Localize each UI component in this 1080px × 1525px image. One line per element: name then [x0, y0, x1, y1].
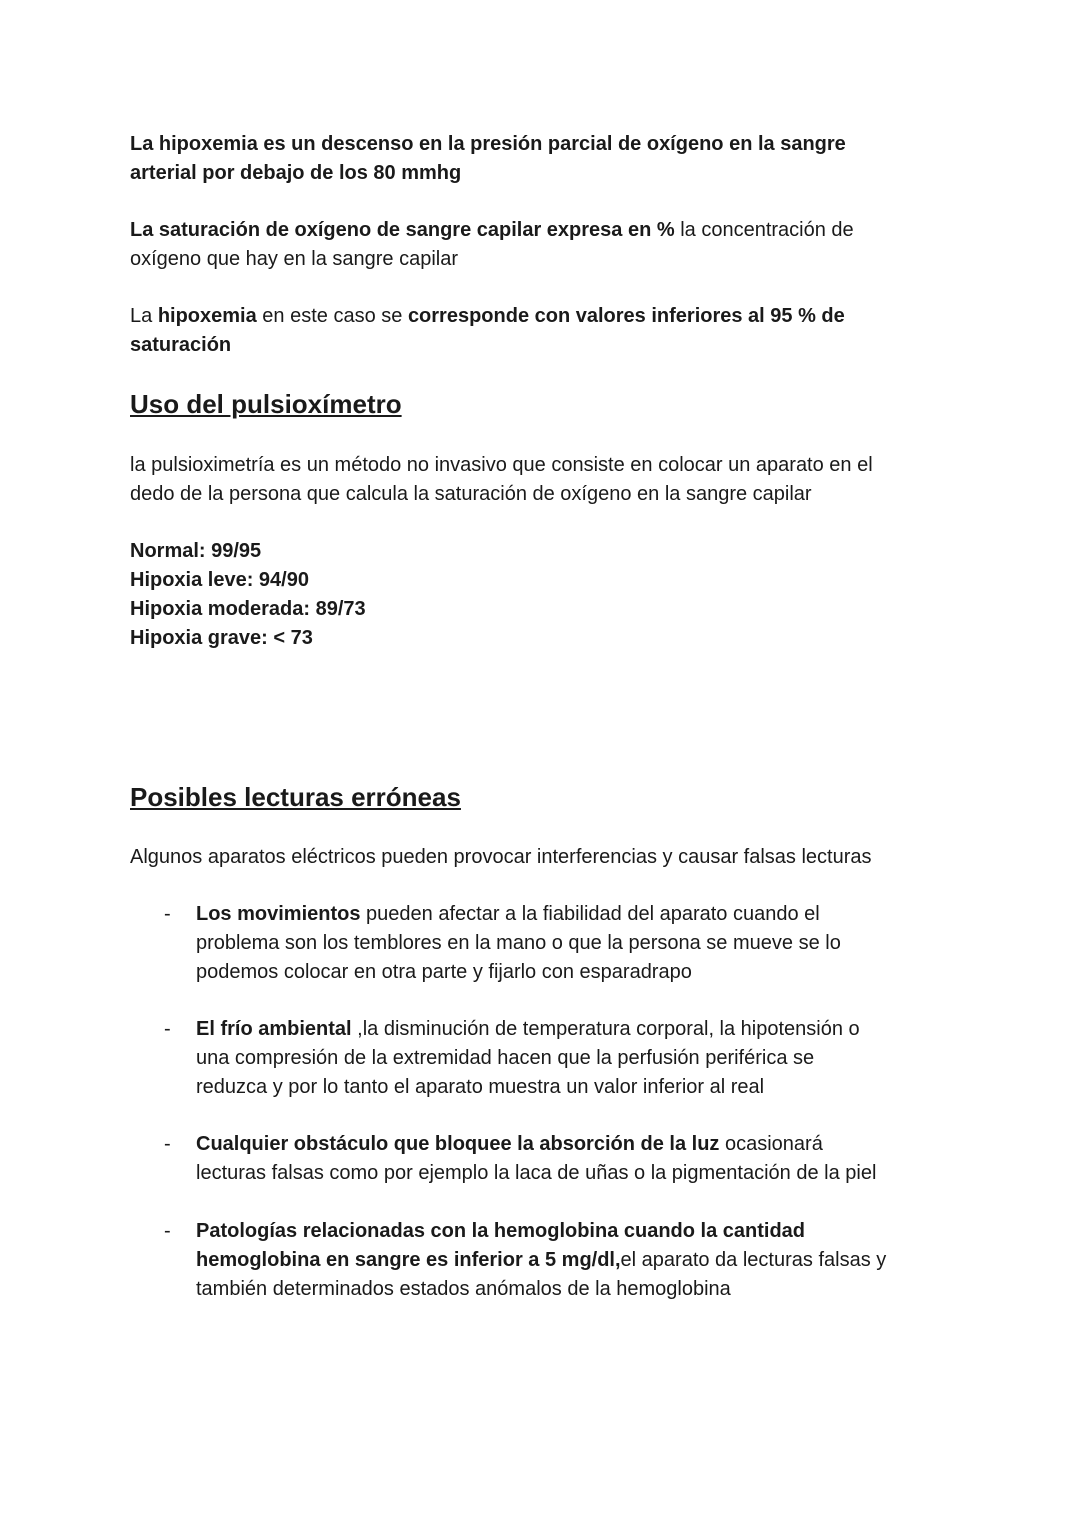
text: pueden afectar a la fiabilidad del aparato cuando el — [360, 903, 820, 925]
text: Los movimientos — [196, 903, 361, 925]
list-item — [164, 1130, 877, 1188]
text: ocasionará — [719, 1133, 823, 1155]
paragraph-hipoxemia-threshold — [130, 302, 845, 360]
paragraph-interferencias: Algunos aparatos eléctricos pueden provocar interferencias y causar falsas lecturas — [130, 846, 872, 868]
text: Cualquier obstáculo que bloquee la absorción de la luz — [196, 1133, 720, 1155]
paragraph-hipoxemia-definition — [130, 130, 846, 188]
text: oxígeno que hay en la sangre capilar — [130, 248, 459, 270]
bullet-dash: - — [164, 1133, 171, 1155]
heading-lecturas-erroneas: Posibles lecturas erróneas — [130, 782, 461, 812]
text: Patologías relacionadas con la hemoglobina cuando la cantidad — [196, 1220, 806, 1242]
text: una compresión de la extremidad hacen que la perfusión periférica se — [196, 1047, 815, 1069]
text: problema son los temblores en la mano o que la persona se mueve se lo — [196, 932, 841, 954]
text: corresponde con valores inferiores al 95 % de — [407, 305, 845, 327]
list-item — [164, 900, 841, 987]
level-grave: Hipoxia grave: < 73 — [130, 627, 313, 649]
text: El frío ambiental — [196, 1018, 352, 1040]
text: La hipoxemia es un descenso en la presión parcial de oxígeno en la sangre — [130, 133, 846, 155]
text: en este caso se — [256, 305, 408, 327]
text: hemoglobina en sangre es inferior a 5 mg/dl, — [196, 1249, 621, 1271]
bullet-dash: - — [164, 903, 171, 925]
text: La saturación de oxígeno de sangre capilar expresa en % — [130, 219, 675, 241]
text: lecturas falsas como por ejemplo la laca de uñas o la pigmentación de la piel — [196, 1162, 877, 1184]
paragraph-saturation — [130, 216, 854, 274]
text: la concentración de — [674, 219, 854, 241]
level-moderada: Hipoxia moderada: 89/73 — [130, 598, 366, 620]
paragraph-pulsioximetria — [130, 451, 873, 509]
text: podemos colocar en otra parte y fijarlo con esparadrapo — [196, 961, 692, 983]
list-item — [164, 1015, 860, 1102]
text: ,la disminución de temperatura corporal, la hipotensión o — [351, 1018, 860, 1040]
heading-pulsioximetro: Uso del pulsioxímetro — [130, 389, 402, 419]
level-normal: Normal: 99/95 — [130, 540, 262, 562]
bullet-dash: - — [164, 1220, 171, 1242]
saturation-levels — [130, 537, 366, 653]
text: hipoxemia — [157, 305, 257, 327]
level-leve: Hipoxia leve: 94/90 — [130, 569, 309, 591]
text: la pulsioximetría es un método no invasivo que consiste en colocar un aparato en el — [130, 454, 873, 476]
text: reduzca y por lo tanto el aparato muestra un valor inferior al real — [196, 1076, 765, 1098]
text: también determinados estados anómalos de la hemoglobina — [196, 1278, 731, 1300]
text: arterial por debajo de los 80 mmhg — [130, 162, 462, 184]
text: saturación — [130, 334, 232, 356]
text: el aparato da lecturas falsas y — [620, 1249, 887, 1271]
text: La — [130, 305, 158, 327]
bullet-dash: - — [164, 1018, 171, 1040]
list-item — [164, 1217, 887, 1304]
text: dedo de la persona que calcula la saturación de oxígeno en la sangre capilar — [130, 483, 812, 505]
